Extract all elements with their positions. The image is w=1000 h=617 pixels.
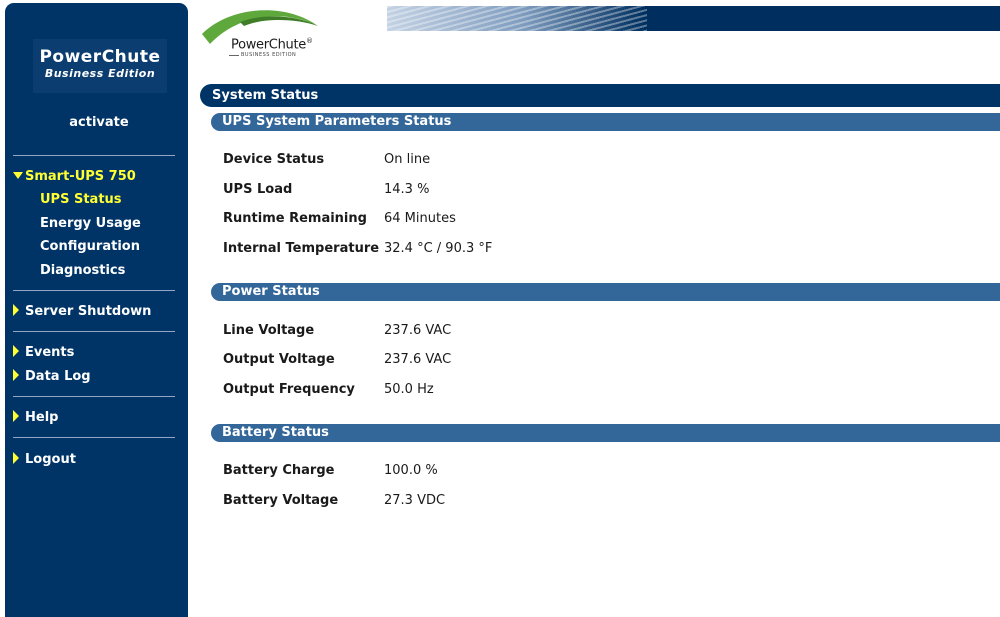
- sidebar-divider: [13, 331, 175, 332]
- sidebar-item-logout[interactable]: [13, 452, 76, 468]
- sidebar-item-server-shutdown[interactable]: [13, 304, 151, 320]
- brand-logo: [33, 39, 167, 93]
- field-value: 64 Minutes: [384, 211, 456, 226]
- field-label: Line Voltage: [223, 323, 315, 338]
- sidebar: [5, 3, 188, 617]
- sidebar-item-events[interactable]: [13, 345, 74, 361]
- sidebar-item-label: Logout: [25, 452, 76, 467]
- field-label: Device Status: [223, 152, 325, 167]
- chevron-right-icon: [13, 304, 19, 316]
- field-value: 100.0 %: [384, 463, 438, 478]
- sidebar-item-label: Server Shutdown: [25, 304, 152, 319]
- field-label: Runtime Remaining: [223, 211, 367, 226]
- field-label: Battery Charge: [223, 463, 335, 478]
- brand-name: PowerChute: [39, 47, 161, 67]
- logo-registered-mark: ®: [305, 37, 313, 45]
- field-value: 14.3 %: [384, 182, 430, 197]
- sidebar-item-configuration[interactable]: Configuration: [40, 239, 140, 254]
- sidebar-item-smart-ups[interactable]: [13, 169, 136, 185]
- field-value: On line: [384, 152, 431, 167]
- sidebar-divider: [13, 396, 175, 397]
- logo-subtitle: BUSINESS EDITION: [241, 52, 297, 58]
- section-header-power-status: Power Status: [211, 283, 1000, 301]
- logo-name: PowerChute: [231, 37, 306, 53]
- sidebar-divider: [13, 290, 175, 291]
- activate-link[interactable]: activate: [69, 115, 129, 130]
- sidebar-item-data-log[interactable]: [13, 369, 91, 385]
- sidebar-item-help[interactable]: [13, 410, 58, 426]
- field-value: 32.4 °C / 90.3 °F: [384, 241, 493, 256]
- brand-edition: Business Edition: [44, 67, 156, 80]
- chevron-right-icon: [13, 410, 19, 422]
- chevron-down-icon: [13, 172, 23, 179]
- sidebar-item-diagnostics[interactable]: Diagnostics: [40, 263, 126, 278]
- sidebar-item-ups-status[interactable]: UPS Status: [40, 192, 122, 207]
- chevron-right-icon: [13, 345, 19, 357]
- chevron-right-icon: [13, 369, 19, 381]
- chevron-right-icon: [13, 452, 19, 464]
- field-value: 27.3 VDC: [384, 493, 446, 508]
- sidebar-item-label: Events: [25, 345, 75, 360]
- sidebar-item-label: Smart-UPS 750: [25, 169, 136, 184]
- sidebar-item-label: Help: [25, 410, 59, 425]
- sidebar-divider: [13, 437, 175, 438]
- field-label: Battery Voltage: [223, 493, 339, 508]
- section-header-battery-status: Battery Status: [211, 424, 1000, 442]
- header-banner: [387, 6, 1000, 31]
- field-label: UPS Load: [223, 182, 293, 197]
- logo-text: [231, 37, 313, 52]
- sidebar-item-label: Data Log: [25, 369, 91, 384]
- field-label: Output Frequency: [223, 382, 355, 397]
- field-label: Output Voltage: [223, 352, 335, 367]
- page-title: System Status: [200, 84, 1000, 107]
- section-header-ups-parameters: UPS System Parameters Status: [211, 113, 1000, 131]
- field-value: 50.0 Hz: [384, 382, 434, 397]
- sidebar-item-energy-usage[interactable]: Energy Usage: [40, 216, 141, 231]
- sidebar-divider: [13, 155, 175, 156]
- field-value: 237.6 VAC: [384, 352, 452, 367]
- field-label: Internal Temperature: [223, 241, 380, 256]
- field-value: 237.6 VAC: [384, 323, 452, 338]
